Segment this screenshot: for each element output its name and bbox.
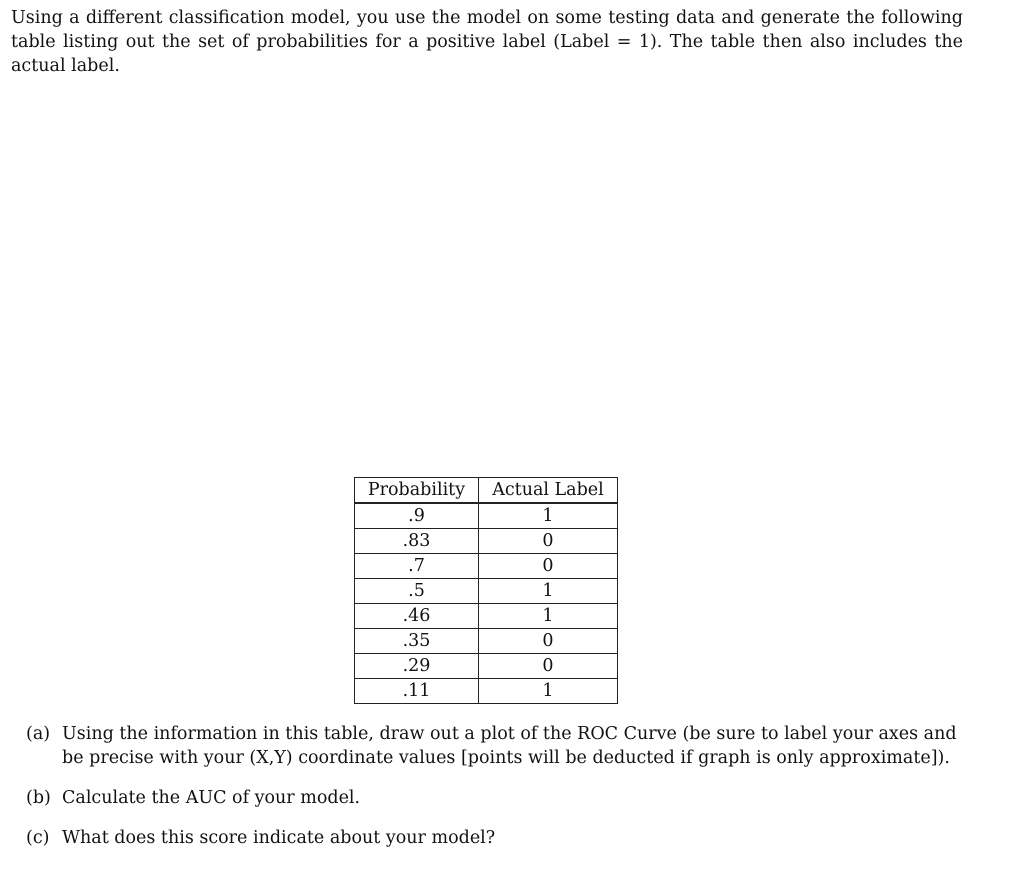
label-cell: 0	[479, 629, 618, 654]
header-probability: Probability	[355, 478, 479, 504]
label-cell: 1	[479, 579, 618, 604]
question-list	[26, 722, 966, 866]
table-row	[355, 679, 618, 704]
label-cell: 1	[479, 604, 618, 629]
label-cell: 1	[479, 503, 618, 529]
probability-cell: .9	[355, 503, 479, 529]
question-a	[26, 722, 966, 770]
table-row	[355, 629, 618, 654]
question-label: (c)	[26, 828, 50, 848]
question-text: What does this score indicate about your model?	[62, 828, 496, 848]
question-b	[26, 786, 966, 810]
intro-paragraph: Using a different classification model, you use the model on some testing data and generate the following table listing out the set of probabilities for a positive label (Label = 1). The table then also includes the actual label.	[11, 8, 963, 76]
probability-cell: .5	[355, 579, 479, 604]
table-row	[355, 604, 618, 629]
question-text: Using the information in this table, draw out a plot of the ROC Curve (be sure to label your axes and be precise with your (X,Y) coordinate values [points will be deducted if graph is only approximate]).	[62, 724, 957, 768]
table-row	[355, 554, 618, 579]
table-header-row	[355, 478, 618, 504]
probability-cell: .11	[355, 679, 479, 704]
label-cell: 1	[479, 679, 618, 704]
probability-cell: .83	[355, 529, 479, 554]
table-row	[355, 579, 618, 604]
question-text: Calculate the AUC of your model.	[62, 788, 361, 808]
probability-cell: .7	[355, 554, 479, 579]
question-c	[26, 826, 966, 850]
probability-cell: .29	[355, 654, 479, 679]
probability-cell: .46	[355, 604, 479, 629]
question-label: (b)	[26, 788, 51, 808]
header-actual-label: Actual Label	[479, 478, 618, 504]
question-label: (a)	[26, 724, 51, 744]
table-row	[355, 529, 618, 554]
probability-cell: .35	[355, 629, 479, 654]
label-cell: 0	[479, 529, 618, 554]
label-cell: 0	[479, 654, 618, 679]
probability-table	[354, 477, 618, 704]
table-row	[355, 654, 618, 679]
table-row	[355, 503, 618, 529]
label-cell: 0	[479, 554, 618, 579]
